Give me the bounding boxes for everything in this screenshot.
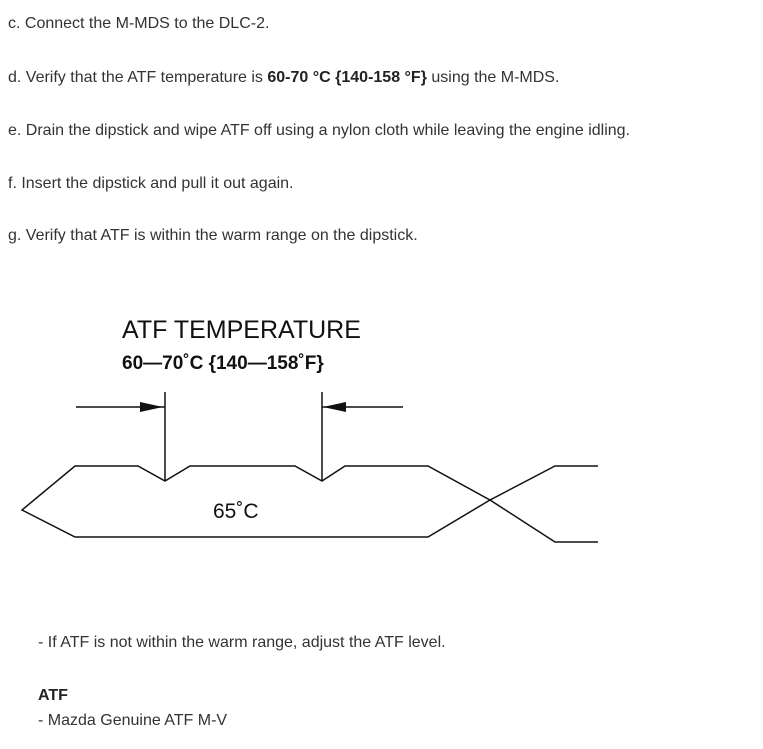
diagram-title: ATF TEMPERATURE xyxy=(122,316,361,344)
step-e: e. Drain the dipstick and wipe ATF off using a nylon cloth while leaving the engine idling. xyxy=(8,122,630,139)
step-d xyxy=(8,68,559,88)
step-c: c. Connect the M-MDS to the DLC-2. xyxy=(8,15,270,32)
dipstick-diagram xyxy=(0,300,763,560)
left-arrow-head xyxy=(140,402,163,412)
atf-heading: ATF xyxy=(38,687,68,704)
diagram-range-label: 60—70˚C {140—158˚F} xyxy=(122,353,324,374)
step-d-suffix: using the M-MDS. xyxy=(426,69,560,86)
atf-spec-item: - Mazda Genuine ATF M-V xyxy=(38,712,228,729)
step-d-temperature: 60-70 °C {140-158 °F} xyxy=(267,69,427,86)
step-g: g. Verify that ATF is within the warm range on the dipstick. xyxy=(8,227,418,244)
dipstick-outline xyxy=(22,466,598,542)
step-f: f. Insert the dipstick and pull it out again. xyxy=(8,175,294,192)
right-arrow-head xyxy=(323,402,346,412)
warm-range-note: - If ATF is not within the warm range, adjust the ATF level. xyxy=(38,634,446,651)
center-temperature-label: 65˚C xyxy=(213,500,259,523)
step-d-prefix: d. Verify that the ATF temperature is xyxy=(8,69,268,86)
